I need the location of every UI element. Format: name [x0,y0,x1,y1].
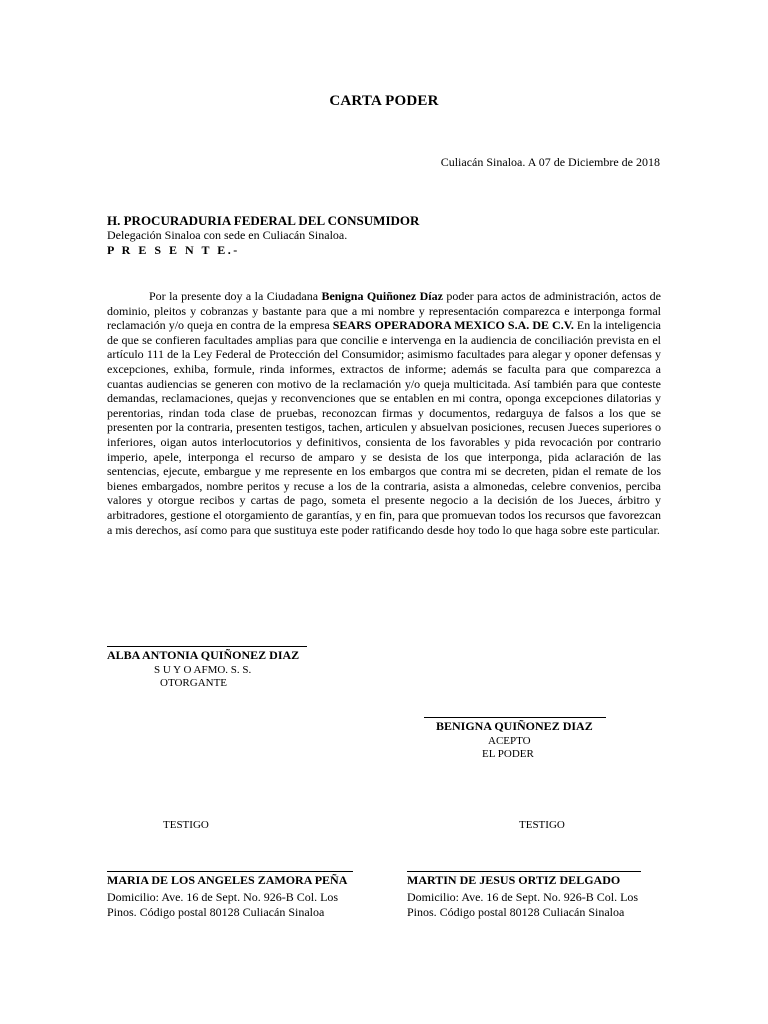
witness-right-address-line2: Pinos. Código postal 80128 Culiacán Sinaloa [407,905,625,919]
witness-left-address-line2: Pinos. Código postal 80128 Culiacán Sinaloa [107,905,325,919]
witness-left-address [107,890,338,920]
witness-right-address [407,890,638,920]
document-title: CARTA PODER [329,93,439,109]
body-part-1: Por la presente doy a la Ciudadana [149,289,322,303]
aceptante-line1: ACEPTO [488,735,531,747]
witness-left-address-line1: Domicilio: Ave. 16 de Sept. No. 926-B Col. Los [107,890,339,904]
witness-left-label: TESTIGO [163,819,209,831]
body-paragraph [107,289,661,537]
signature-line-otorgante [107,646,307,647]
aceptante-line2: EL PODER [482,748,534,760]
otorgante-name: ALBA ANTONIA QUIÑONEZ DIAZ [107,648,300,662]
signature-line-witness-left [107,871,353,872]
signature-line-aceptante [424,717,606,718]
otorgante-line1: S U Y O AFMO. S. S. [154,664,252,676]
recipient-presente: P R E S E N T E.- [107,243,240,257]
witness-left-name: MARIA DE LOS ANGELES ZAMORA PEÑA [107,873,348,887]
recipient-delegation: Delegación Sinaloa con sede en Culiacán Sinaloa. [107,228,348,242]
body-name-bold: Benigna Quiñonez Díaz [321,289,443,303]
witness-right-label: TESTIGO [519,819,565,831]
recipient-block [107,213,419,258]
body-company-bold: SEARS OPERADORA MEXICO S.A. DE C.V. [332,318,574,333]
body-part-2: poder para actos de administración, actos de dominio, pleitos y cobranzas y bastante para que a mi nombre y representación comparezca e interponga formal reclamación y/o queja en contra de la empresa [107,289,661,333]
recipient-org: H. PROCURADURIA FEDERAL DEL CONSUMIDOR [107,213,420,228]
date-line: Culiacán Sinaloa. A 07 de Diciembre de 2018 [440,155,660,169]
aceptante-name: BENIGNA QUIÑONEZ DIAZ [436,719,593,733]
witness-right-address-line1: Domicilio: Ave. 16 de Sept. No. 926-B Col. Los [407,890,639,904]
signature-line-witness-right [407,871,641,872]
otorgante-line2: OTORGANTE [160,677,228,689]
body-part-3: En la inteligencia de que se confieren facultades amplias para que concilie e intervenga en la audiencia de conciliación prevista en el artículo 111 de la Ley Federal de Protección del Consumidor; asimismo facultades para alegar y oponer defensas y excepciones, exhiba, formule, rinda informes, extractos de informe; además se faculta para que comparezca a cuantas audiencias se generen con motivo de la reclamación y/o queja multicitada. Así también para que conteste demandas, reclamaciones, quejas y reconvenciones que se entablen en mi contra, oponga excepciones dilatorias y perentorias, rindan toda clase de pruebas, reconozcan firmas y documentos, redarguya de falsos a los que se presenten por la contraria, presenten testigos, tachen, articulen y absuelvan posiciones, recusen Jueces superiores o inferiores, oigan autos interlocutorios y definitivos, consienta de los favorables y pida revocación por contrario imperio, apele, interponga el recurso de amparo y se desista de los que interponga, pida aclaración de las sentencias, ejecute, embargue y me represente en los embargos que contra mi se decreten, pidan el remate de los bienes embargados, nombre peritos y recuse a los de la contraria, asista a almonedas, celebre convenios, perciba valores y otorgue recibos y cartas de pago, someta el presente negocio a la decisión de los Jueces, árbitro y arbitradores, gestione el otorgamiento de garantías, y en fin, para que promuevan todos los recursos que favorezcan a mis derechos, así como para que sustituya este poder ratificando desde hoy todo lo que haga sobre este particular. [107,318,661,537]
witness-right-name: MARTIN DE JESUS ORTIZ DELGADO [407,873,621,887]
